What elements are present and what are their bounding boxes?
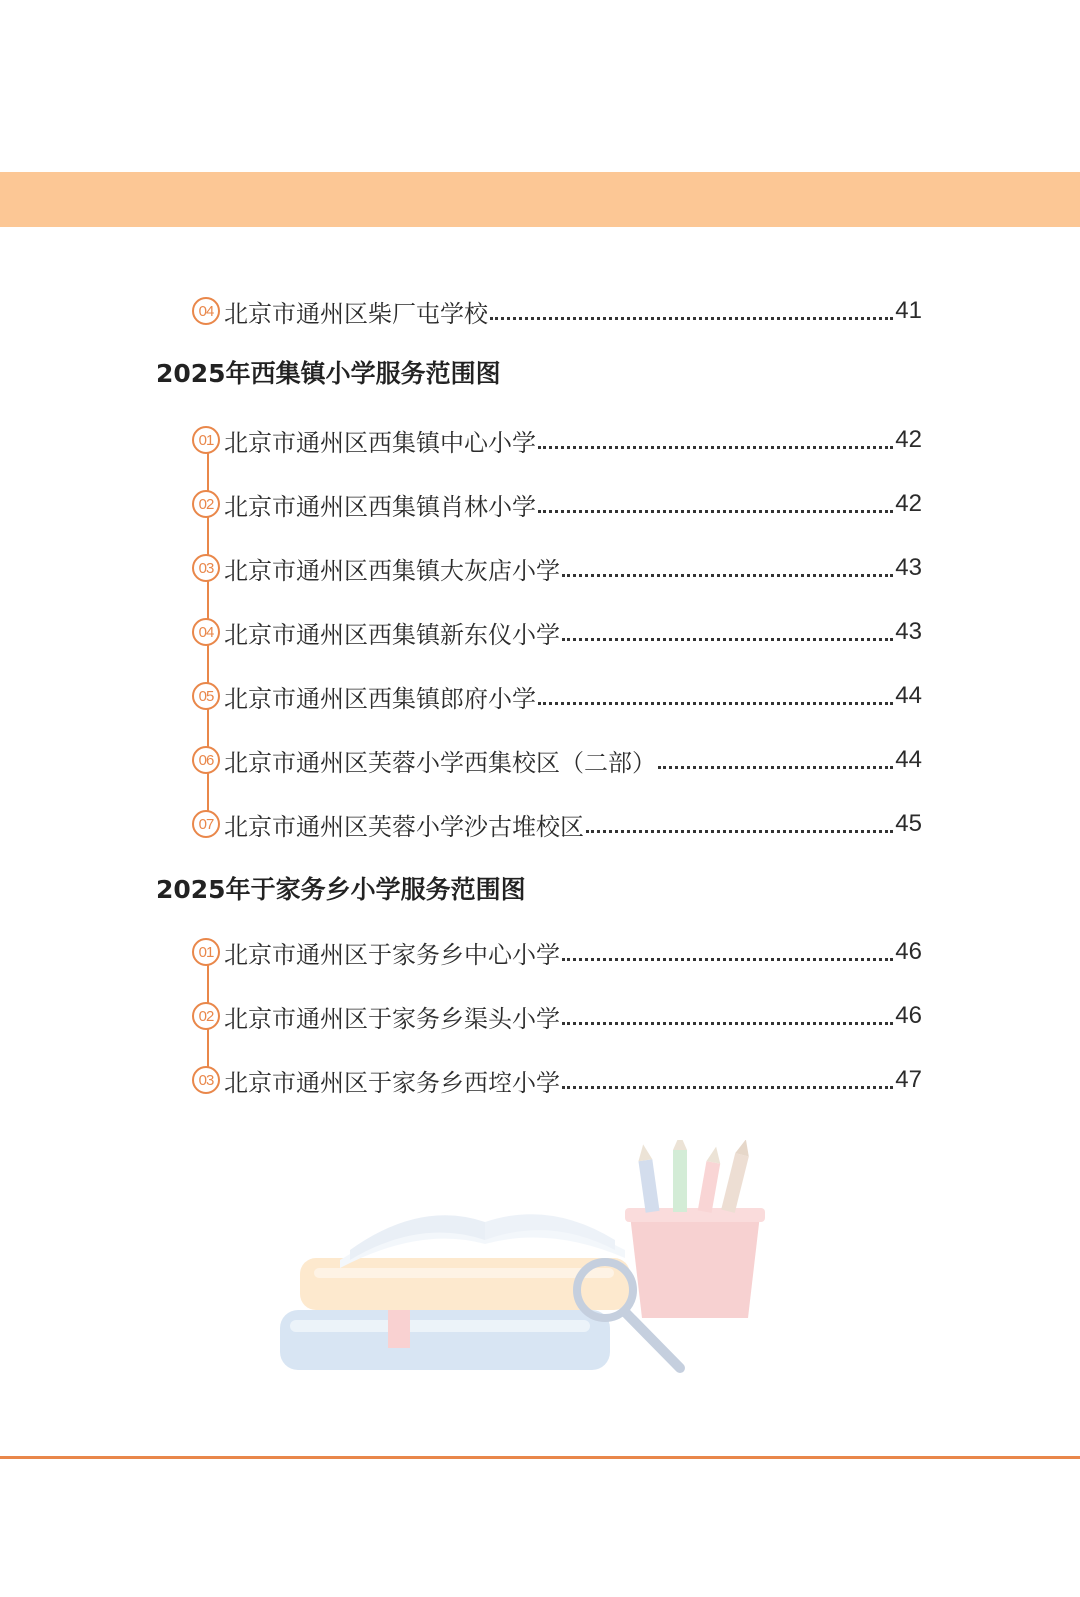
- toc-entry[interactable]: [192, 291, 922, 331]
- toc-entry[interactable]: [192, 484, 922, 524]
- dot-leader: [658, 766, 893, 769]
- entry-page-number: 43: [895, 618, 922, 645]
- bookmark-icon: [388, 1308, 410, 1348]
- toc-entry[interactable]: [192, 1060, 922, 1100]
- pencil-icon: [721, 1153, 749, 1213]
- entry-title: 北京市通州区西集镇肖林小学: [224, 492, 536, 521]
- toc-entry[interactable]: [192, 740, 922, 780]
- toc-entry[interactable]: [192, 548, 922, 588]
- dot-leader: [562, 574, 893, 577]
- pencil-icon: [638, 1159, 659, 1212]
- pencil-cup-icon: [630, 1215, 760, 1318]
- entry-page-number: 42: [895, 490, 922, 517]
- entry-page-number: 47: [895, 1066, 922, 1093]
- toc-entry[interactable]: [192, 676, 922, 716]
- toc-entry[interactable]: [192, 420, 922, 460]
- dot-leader: [562, 1022, 893, 1025]
- entry-title: 北京市通州区柴厂屯学校: [224, 299, 488, 328]
- entry-title: 北京市通州区西集镇郎府小学: [224, 684, 536, 713]
- entry-number-badge: 02: [192, 490, 220, 518]
- entry-title: 北京市通州区西集镇新东仪小学: [224, 620, 560, 649]
- dot-leader: [562, 1086, 893, 1089]
- header-band: [0, 172, 1080, 227]
- dot-leader: [538, 702, 893, 705]
- entry-page-number: 46: [895, 1002, 922, 1029]
- toc-entry[interactable]: [192, 804, 922, 844]
- entry-number-badge: 02: [192, 1002, 220, 1030]
- entry-title: 北京市通州区芙蓉小学西集校区（二部）: [224, 748, 656, 777]
- entry-title: 北京市通州区西集镇大灰店小学: [224, 556, 560, 585]
- dot-leader: [538, 510, 893, 513]
- entry-number-badge: 01: [192, 426, 220, 454]
- entry-title: 北京市通州区于家务乡渠头小学: [224, 1004, 560, 1033]
- section-heading: 2025年西集镇小学服务范围图: [156, 359, 501, 388]
- footer-rule: [0, 1456, 1080, 1459]
- dot-leader: [586, 830, 893, 833]
- entry-page-number: 41: [895, 297, 922, 324]
- entry-page-number: 44: [895, 682, 922, 709]
- entry-page-number: 46: [895, 938, 922, 965]
- pencil-icon: [673, 1150, 687, 1212]
- entry-number-badge: 04: [192, 297, 220, 325]
- entry-page-number: 42: [895, 426, 922, 453]
- entry-number-badge: 06: [192, 746, 220, 774]
- entry-title: 北京市通州区芙蓉小学沙古堆校区: [224, 812, 584, 841]
- dot-leader: [490, 317, 893, 320]
- entry-number-badge: 04: [192, 618, 220, 646]
- books-pencil-cup-magnifier-illustration: [270, 1140, 790, 1420]
- book-icon: [280, 1310, 610, 1370]
- entry-number-badge: 03: [192, 554, 220, 582]
- entry-number-badge: 03: [192, 1066, 220, 1094]
- toc-entry[interactable]: [192, 612, 922, 652]
- entry-number-badge: 05: [192, 682, 220, 710]
- entry-page-number: 44: [895, 746, 922, 773]
- dot-leader: [538, 446, 893, 449]
- pencil-icon: [698, 1161, 720, 1213]
- entry-number-badge: 07: [192, 810, 220, 838]
- entry-title: 北京市通州区于家务乡中心小学: [224, 940, 560, 969]
- dot-leader: [562, 958, 893, 961]
- entry-page-number: 43: [895, 554, 922, 581]
- entry-title: 北京市通州区西集镇中心小学: [224, 428, 536, 457]
- section-heading: 2025年于家务乡小学服务范围图: [156, 875, 526, 904]
- entry-number-badge: 01: [192, 938, 220, 966]
- dot-leader: [562, 638, 893, 641]
- toc-entry[interactable]: [192, 996, 922, 1036]
- entry-title: 北京市通州区于家务乡西埪小学: [224, 1068, 560, 1097]
- entry-page-number: 45: [895, 810, 922, 837]
- toc-entry[interactable]: [192, 932, 922, 972]
